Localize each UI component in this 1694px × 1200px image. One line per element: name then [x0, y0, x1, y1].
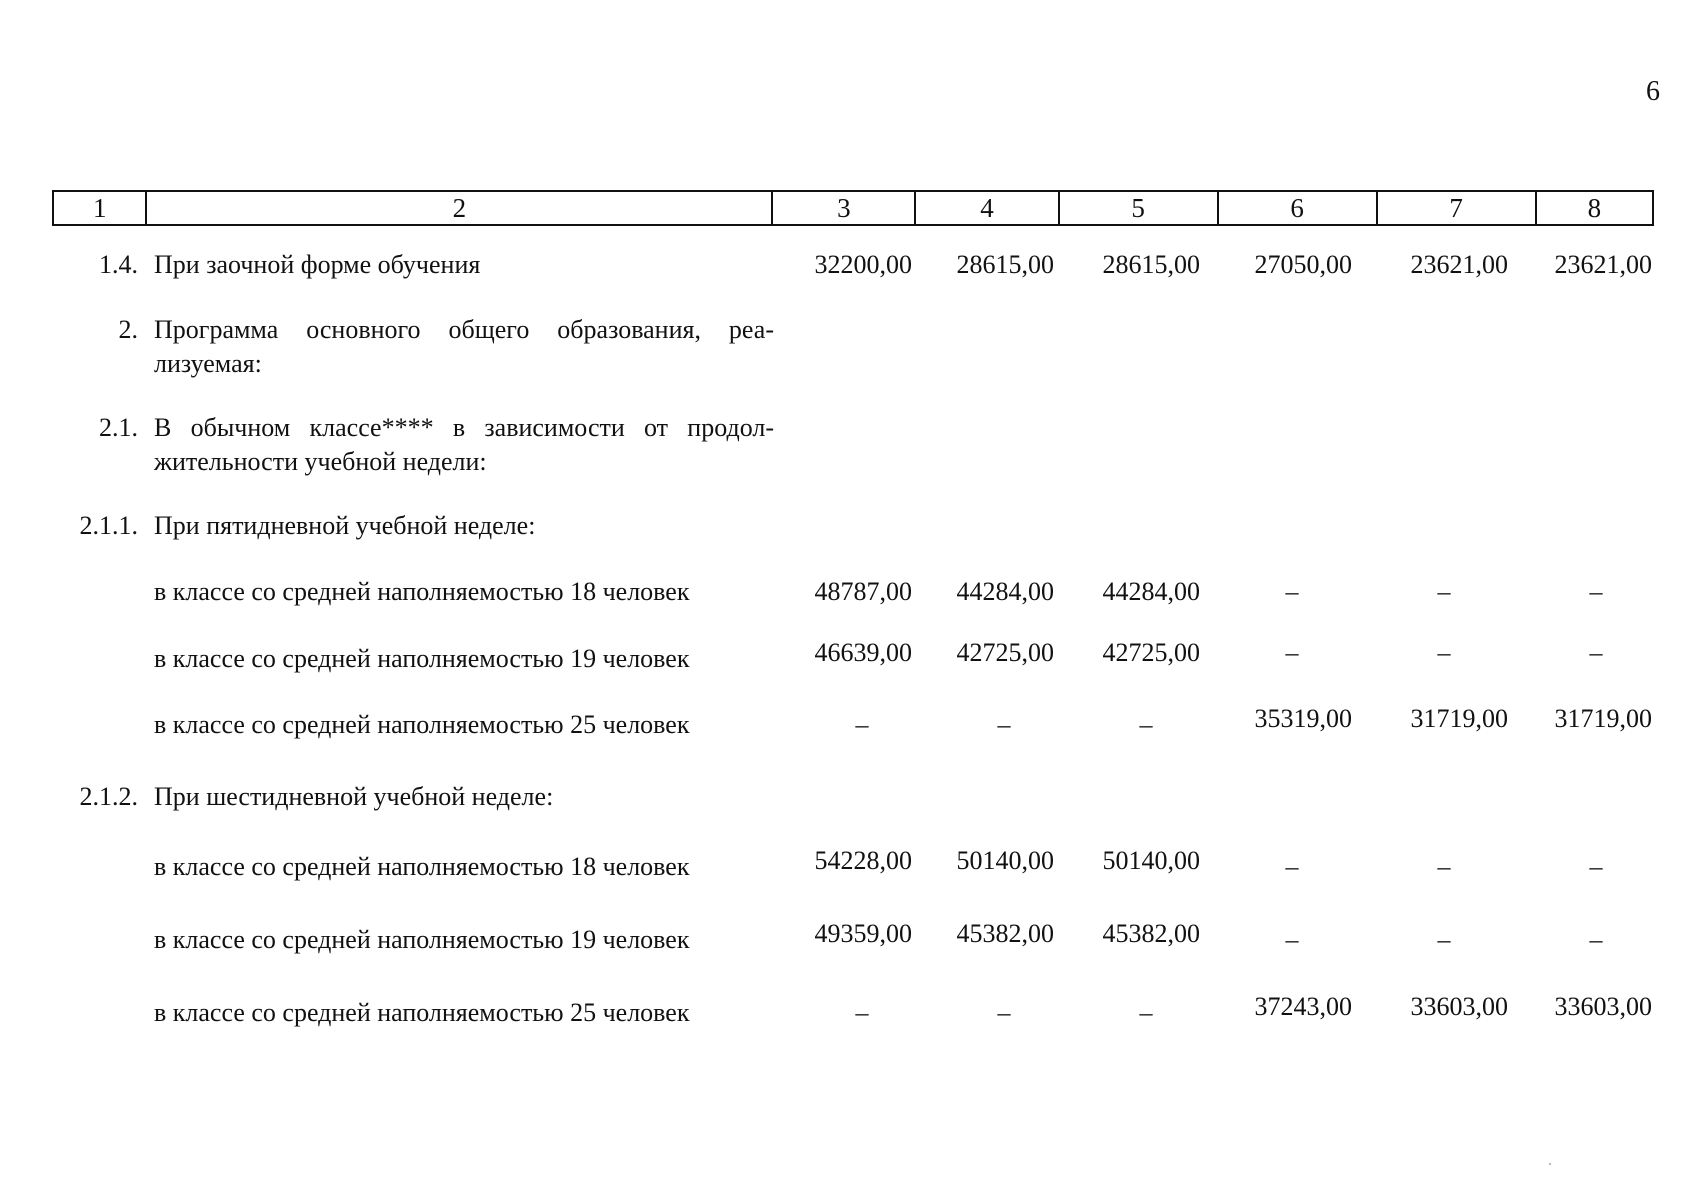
- value-col-8: –: [1589, 925, 1603, 954]
- value-col-4: 44284,00: [956, 577, 1054, 606]
- value-col-7: –: [1437, 577, 1451, 606]
- row-label: в классе со средней наполняемостью 25 человек: [154, 998, 690, 1027]
- row-label: При заочной форме обучения: [154, 250, 481, 279]
- value-col-5: 28615,00: [1102, 250, 1200, 279]
- row-number: 1.4.: [99, 250, 138, 279]
- row-label: В обычном классе**** в зависимости от продол-жительности учебной недели:: [154, 413, 774, 476]
- value-col-6: –: [1285, 638, 1299, 667]
- value-col-4: 50140,00: [956, 846, 1054, 875]
- row-label: При шестидневной учебной неделе:: [154, 782, 554, 811]
- value-col-7: –: [1437, 925, 1451, 954]
- value-col-5: 45382,00: [1102, 919, 1200, 948]
- value-col-5: 42725,00: [1102, 638, 1200, 667]
- row-label: в классе со средней наполняемостью 19 человек: [154, 644, 690, 673]
- row-number: 2.: [118, 315, 138, 344]
- value-col-7: –: [1437, 852, 1451, 881]
- page-number: 6: [1646, 76, 1660, 107]
- header-cell-4: 4: [915, 191, 1058, 225]
- row-label: Программа основного общего образования, реа-лизуемая:: [154, 315, 774, 378]
- value-col-3: 32200,00: [814, 250, 912, 279]
- value-col-7: –: [1437, 638, 1451, 667]
- header-cell-1: 1: [53, 191, 146, 225]
- header-cell-3: 3: [772, 191, 915, 225]
- value-col-8: 33603,00: [1554, 992, 1652, 1021]
- value-col-5: –: [1139, 710, 1153, 739]
- row-label: в классе со средней наполняемостью 25 человек: [154, 710, 690, 739]
- value-col-4: –: [997, 998, 1011, 1027]
- row-number: 2.1.1.: [79, 511, 138, 540]
- value-col-5: –: [1139, 998, 1153, 1027]
- value-col-6: –: [1285, 925, 1299, 954]
- value-col-8: 23621,00: [1554, 250, 1652, 279]
- value-col-3: 48787,00: [814, 577, 912, 606]
- row-number: 2.1.: [99, 413, 138, 442]
- value-col-8: 31719,00: [1554, 704, 1652, 733]
- column-number-header: [52, 190, 1654, 226]
- row-label: в классе со средней наполняемостью 18 человек: [154, 577, 690, 606]
- value-col-6: 35319,00: [1254, 704, 1352, 733]
- value-col-3: 49359,00: [814, 919, 912, 948]
- value-col-7: 23621,00: [1410, 250, 1508, 279]
- header-cell-6: 6: [1218, 191, 1377, 225]
- value-col-8: –: [1589, 852, 1603, 881]
- value-col-6: –: [1285, 577, 1299, 606]
- value-col-8: –: [1589, 638, 1603, 667]
- value-col-3: –: [855, 710, 869, 739]
- row-label: в классе со средней наполняемостью 19 человек: [154, 925, 690, 954]
- value-col-6: 37243,00: [1254, 992, 1352, 1021]
- header-cell-5: 5: [1059, 191, 1218, 225]
- value-col-6: –: [1285, 852, 1299, 881]
- value-col-8: –: [1589, 577, 1603, 606]
- value-col-6: 27050,00: [1254, 250, 1352, 279]
- value-col-5: 44284,00: [1102, 577, 1200, 606]
- row-label: При пятидневной учебной неделе:: [154, 511, 536, 540]
- header-cell-2: 2: [146, 191, 772, 225]
- value-col-4: 45382,00: [956, 919, 1054, 948]
- value-col-4: 42725,00: [956, 638, 1054, 667]
- scan-speck: [1549, 1163, 1551, 1165]
- row-label: в классе со средней наполняемостью 18 человек: [154, 852, 690, 881]
- value-col-4: 28615,00: [956, 250, 1054, 279]
- value-col-7: 31719,00: [1410, 704, 1508, 733]
- value-col-7: 33603,00: [1410, 992, 1508, 1021]
- value-col-3: –: [855, 998, 869, 1027]
- value-col-3: 54228,00: [814, 846, 912, 875]
- row-number: 2.1.2.: [79, 782, 138, 811]
- value-col-3: 46639,00: [814, 638, 912, 667]
- header-cell-7: 7: [1377, 191, 1536, 225]
- header-cell-8: 8: [1536, 191, 1653, 225]
- value-col-4: –: [997, 710, 1011, 739]
- value-col-5: 50140,00: [1102, 846, 1200, 875]
